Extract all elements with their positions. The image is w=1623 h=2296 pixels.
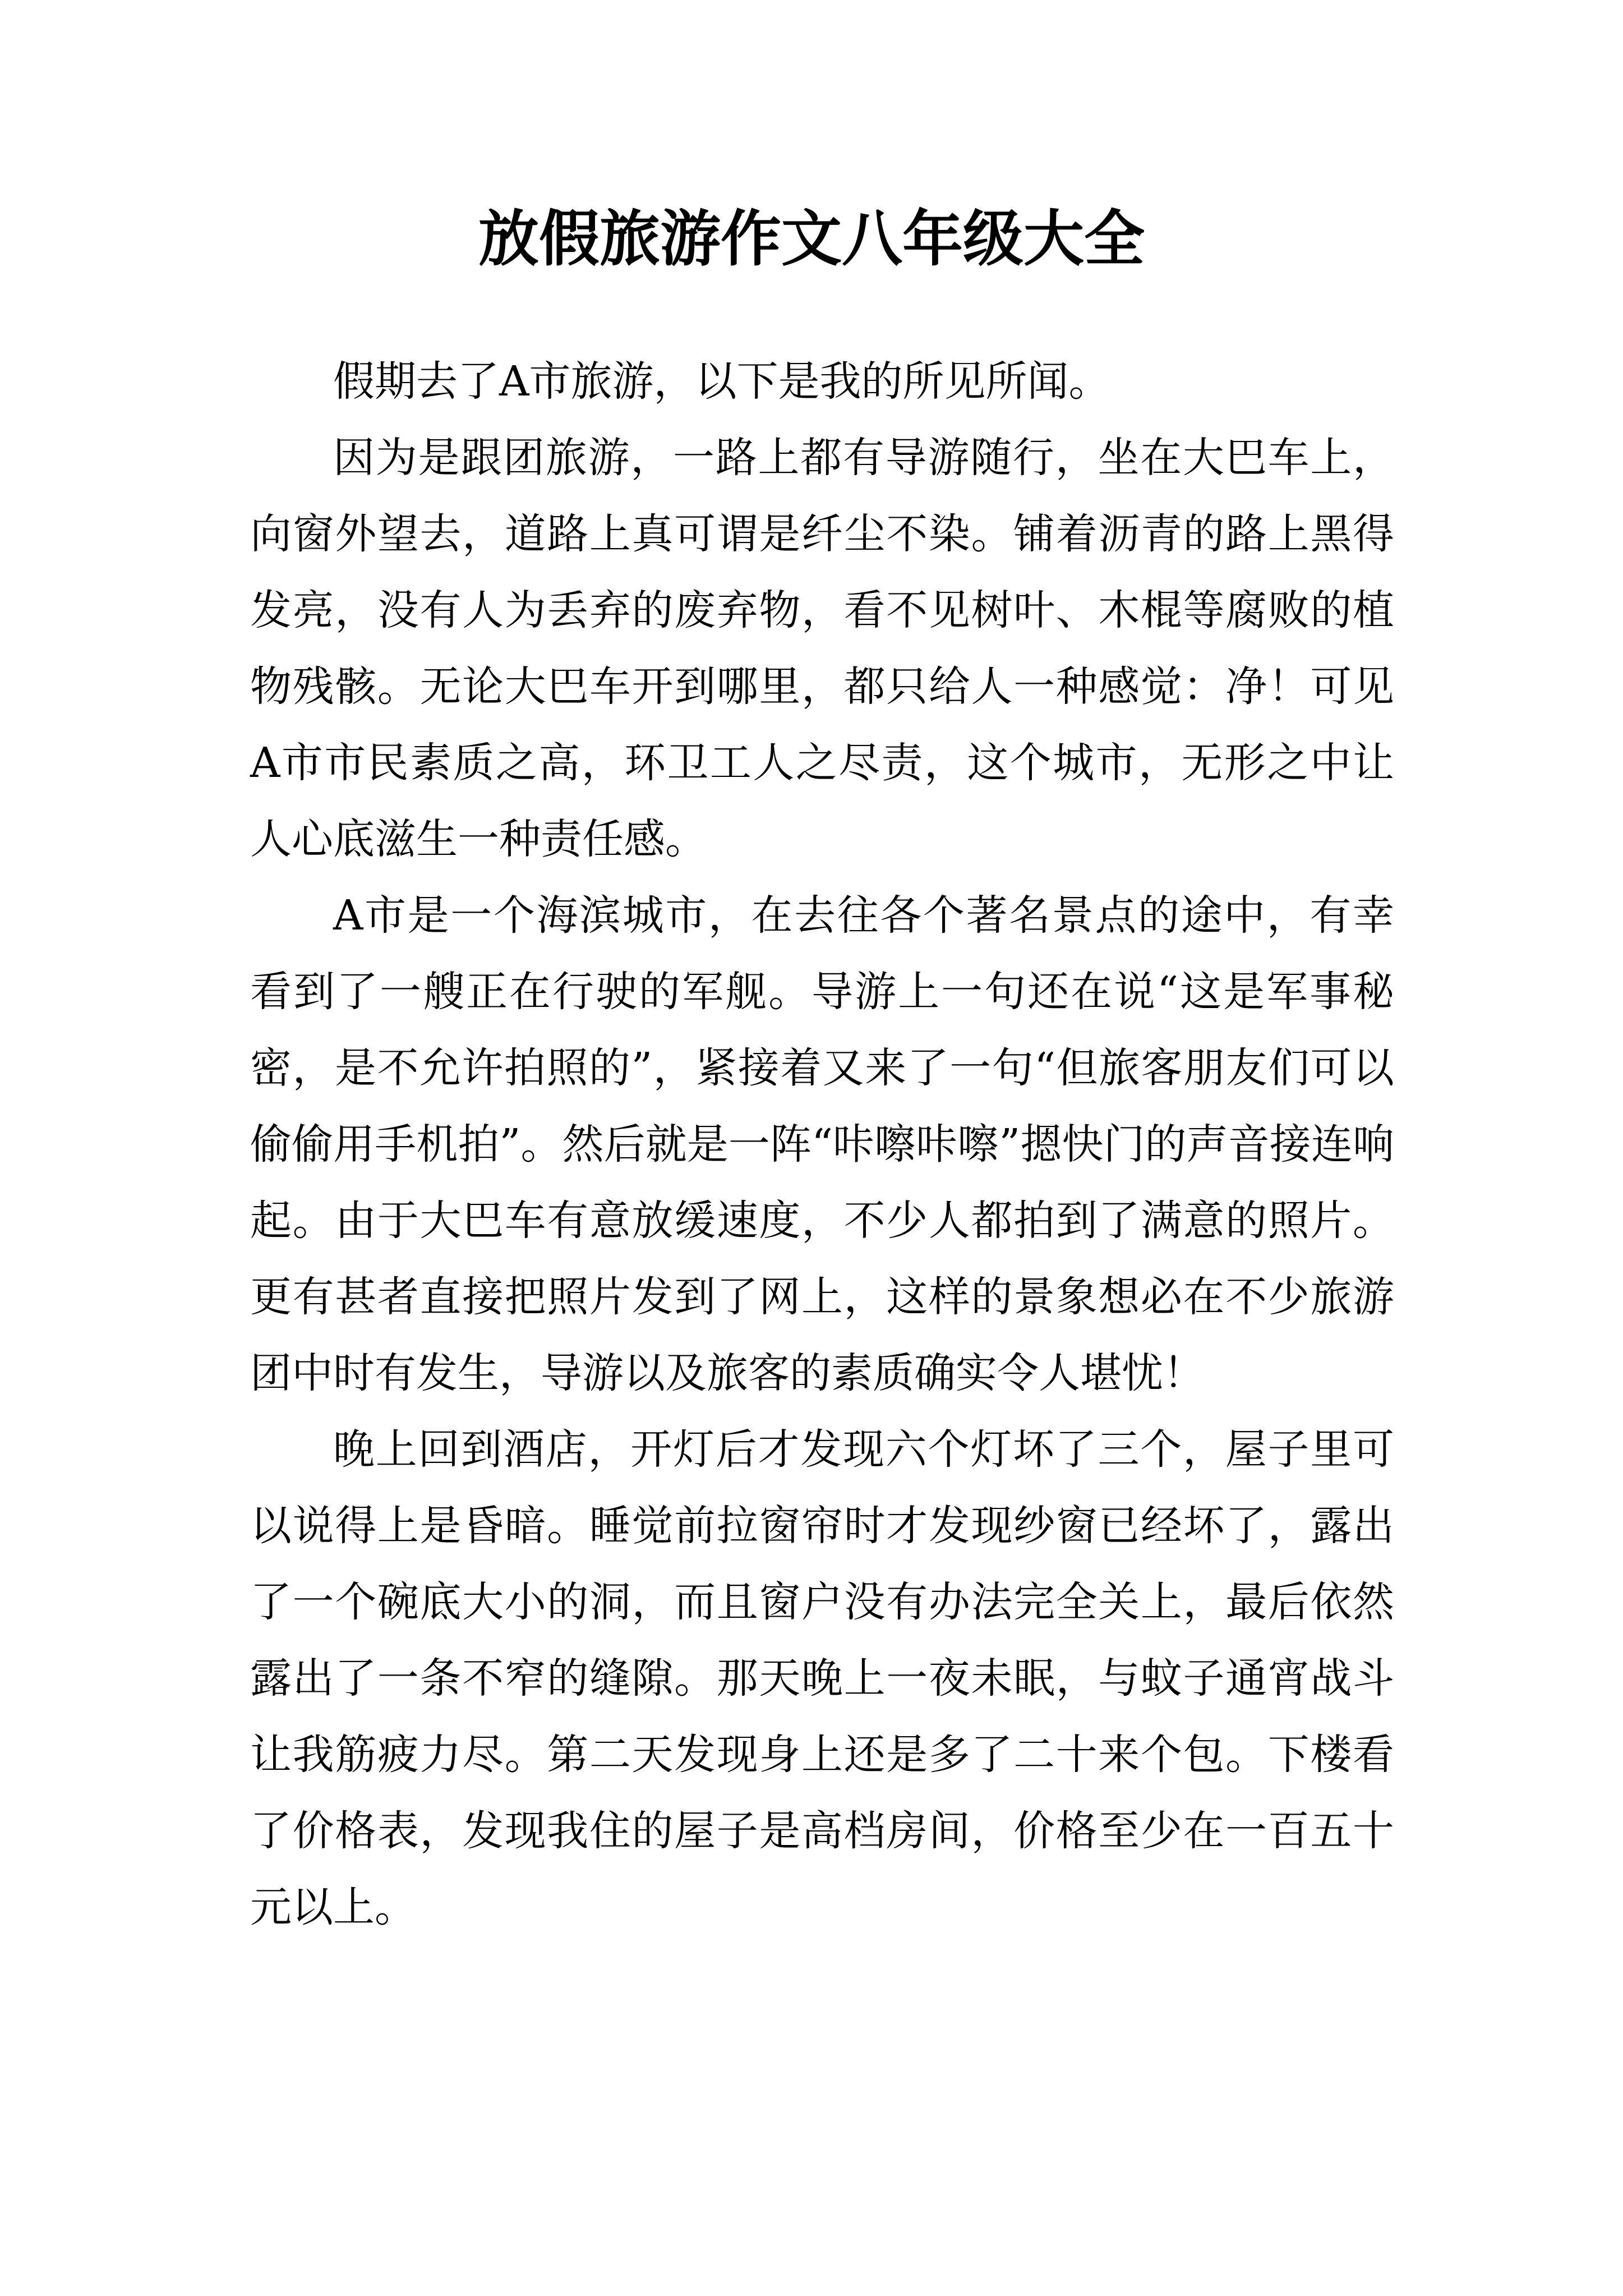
- paragraph-3: A市是一个海滨城市，在去往各个著名景点的途中，有幸看到了一艘正在行驶的军舰。导游上一句还在说“这是军事秘密，是不允许拍照的”，紧接着又来了一句“但旅客朋友们可以偷偷用手机拍”。然后就是一阵“咔嚓咔嚓”摁快门的声音接连响起。由于大巴车有意放缓速度，不少人都拍到了满意的照片。更有甚者直接把照片发到了网上，这样的景象想必在不少旅游团中时有发生，导游以及旅客的素质确实令人堪忧！: [250, 891, 1394, 1397]
- paragraph-2: 因为是跟团旅游，一路上都有导游随行，坐在大巴车上，向窗外望去，道路上真可谓是纤尘不染。铺着沥青的路上黑得发亮，没有人为丢弃的废弃物，看不见树叶、木棍等腐败的植物残骸。无论大巴车开到哪里，都只给人一种感觉：净！可见A市市民素质之高，环卫工人之尽责，这个城市，无形之中让人心底滋生一种责任感。: [250, 434, 1394, 863]
- paragraph-4: 晚上回到酒店，开灯后才发现六个灯坏了三个，屋子里可以说得上是昏暗。睡觉前拉窗帘时才发现纱窗已经坏了，露出了一个碗底大小的洞，而且窗户没有办法完全关上，最后依然露出了一条不窄的缝隙。那天晚上一夜未眠，与蚊子通宵战斗让我筋疲力尽。第二天发现身上还是多了二十来个包。下楼看了价格表，发现我住的屋子是高档房间，价格至少在一百五十元以上。: [250, 1425, 1394, 1931]
- paragraph-1: 假期去了A市旅游，以下是我的所见所闻。: [333, 357, 1110, 406]
- document-title: 放假旅游作文八年级大全: [478, 204, 1145, 274]
- document-body: [250, 343, 1394, 1945]
